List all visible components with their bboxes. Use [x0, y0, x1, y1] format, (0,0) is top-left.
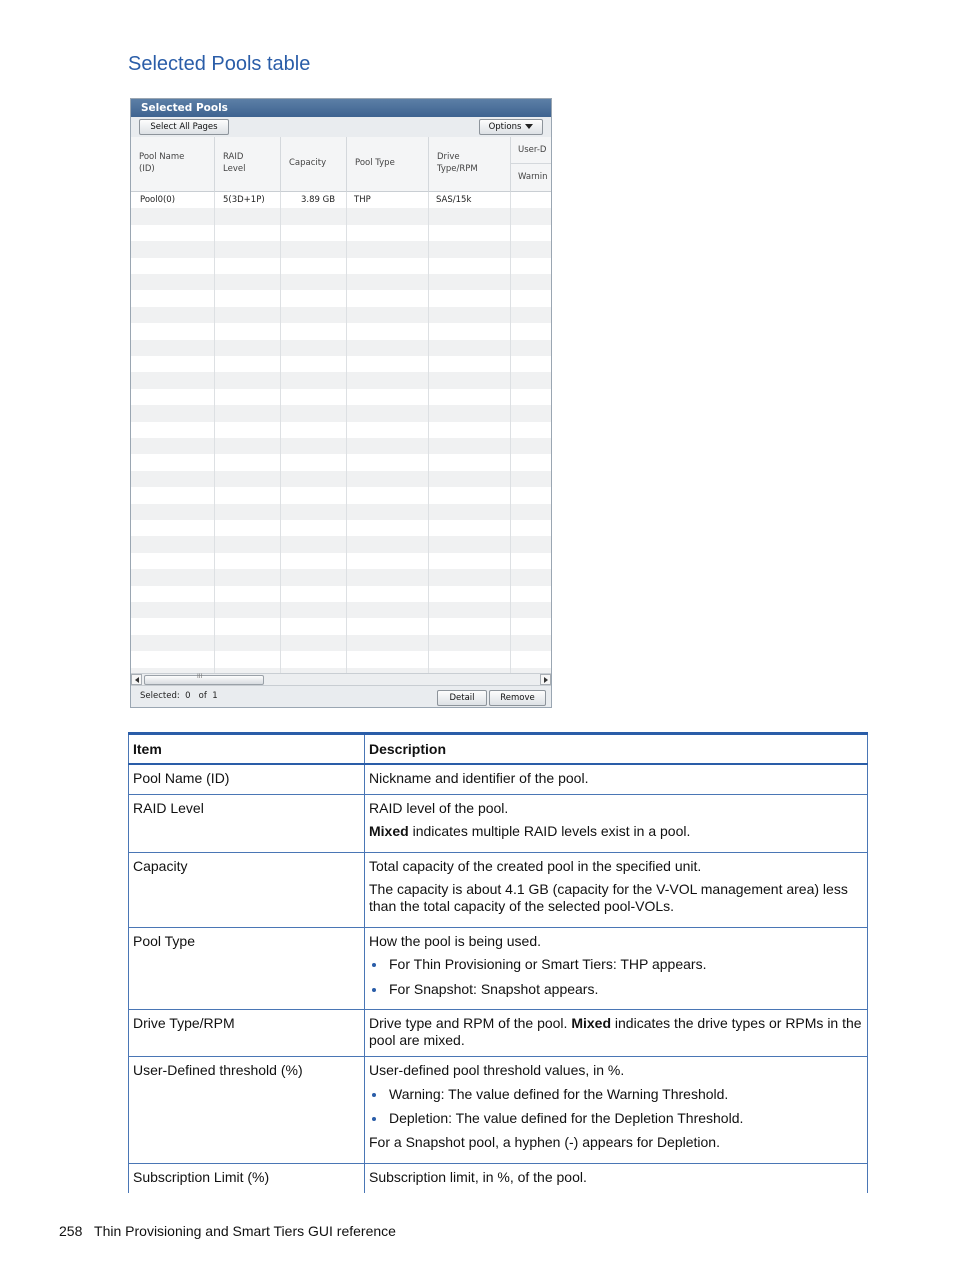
table-border — [128, 735, 129, 1193]
desc-snapshot-hyphen: For a Snapshot pool, a hyphen (-) appears for Depletion. — [369, 1134, 720, 1150]
table-row[interactable] — [131, 586, 551, 602]
desc-capacity-note: The capacity is about 4.1 GB (capacity for the V-VOL management area) less — [369, 881, 848, 897]
table-row[interactable] — [131, 569, 551, 585]
item-drive-type: Drive Type/RPM — [133, 1015, 235, 1031]
table-row[interactable] — [131, 618, 551, 634]
bullet-icon — [372, 1093, 376, 1097]
table-row[interactable] — [131, 602, 551, 618]
header-item: Item — [133, 741, 162, 757]
desc-raid-level: RAID level of the pool. — [369, 800, 509, 816]
table-row[interactable] — [131, 258, 551, 274]
table-row[interactable] — [131, 405, 551, 421]
desc-warning: Warning: The value defined for the Warning Threshold. — [389, 1086, 729, 1102]
desc-drive-type-cont: pool are mixed. — [369, 1032, 465, 1048]
table-row[interactable] — [131, 471, 551, 487]
column-header-raid-level[interactable]: RAID Level — [215, 137, 281, 192]
options-button[interactable] — [479, 119, 543, 135]
panel-title: Selected Pools — [131, 99, 551, 117]
scroll-left-icon[interactable] — [131, 674, 142, 685]
table-row[interactable] — [131, 487, 551, 503]
row-rule — [128, 927, 868, 928]
table-row[interactable] — [131, 536, 551, 552]
desc-pool-name: Nickname and identifier of the pool. — [369, 770, 589, 786]
column-divider — [214, 192, 215, 673]
row-rule — [128, 852, 868, 853]
column-divider — [510, 192, 511, 673]
table-row[interactable] — [131, 225, 551, 241]
column-header-drive-type[interactable]: Drive Type/RPM — [429, 137, 511, 192]
table-row[interactable] — [131, 372, 551, 388]
selection-status: Selected: 0 of 1 — [140, 691, 218, 701]
cell-capacity: 3.89 GB — [301, 195, 336, 205]
table-row[interactable] — [131, 635, 551, 651]
table-row[interactable] — [131, 504, 551, 520]
table-row[interactable] — [131, 356, 551, 372]
section-title: Selected Pools table — [128, 53, 311, 75]
desc-capacity: Total capacity of the created pool in the specified unit. — [369, 858, 702, 874]
desc-pool-type-snapshot: For Snapshot: Snapshot appears. — [389, 981, 599, 997]
page-number: 258 — [59, 1223, 83, 1239]
item-pool-type: Pool Type — [133, 933, 196, 949]
row-rule — [128, 794, 868, 795]
desc-subscription-limit: Subscription limit, in %, of the pool. — [369, 1169, 587, 1185]
table-row[interactable] — [131, 307, 551, 323]
table-row[interactable] — [131, 438, 551, 454]
item-pool-name: Pool Name (ID) — [133, 770, 230, 786]
row-rule — [128, 1163, 868, 1164]
item-user-defined-threshold: User-Defined threshold (%) — [133, 1062, 303, 1078]
cell-pool-type: THP — [354, 195, 371, 205]
cell-drive-type: SAS/15k — [436, 195, 472, 205]
table-row[interactable] — [131, 290, 551, 306]
bullet-icon — [372, 988, 376, 992]
table-row[interactable] — [131, 340, 551, 356]
table-row[interactable] — [131, 192, 551, 208]
table-row[interactable] — [131, 520, 551, 536]
table-row[interactable] — [131, 323, 551, 339]
header-description: Description — [369, 741, 447, 757]
chevron-down-icon — [525, 124, 533, 129]
column-header-capacity[interactable]: Capacity — [281, 137, 347, 192]
item-raid-level: RAID Level — [133, 800, 204, 816]
table-row[interactable] — [131, 208, 551, 224]
table-row[interactable] — [131, 274, 551, 290]
desc-raid-level-mixed: Mixed indicates multiple RAID levels exist in a pool. — [369, 823, 691, 839]
desc-drive-type: Drive type and RPM of the pool. Mixed indicates the drive types or RPMs in the — [369, 1015, 862, 1031]
page-footer — [59, 1223, 396, 1239]
item-subscription-limit: Subscription Limit (%) — [133, 1169, 270, 1185]
cell-pool-name: Pool0(0) — [140, 195, 176, 205]
column-divider — [428, 192, 429, 673]
column-header-pool-name[interactable]: Pool Name (ID) — [131, 137, 215, 192]
table-row[interactable] — [131, 241, 551, 257]
table-row[interactable] — [131, 422, 551, 438]
table-border — [364, 735, 365, 1193]
column-header-warning: Warnin — [518, 172, 548, 182]
panel-footer — [131, 685, 551, 708]
panel-toolbar — [131, 117, 551, 138]
row-rule — [128, 1056, 868, 1057]
options-label: Options — [488, 122, 522, 132]
header-rule — [128, 763, 868, 765]
selected-pools-panel — [130, 98, 552, 708]
table-row[interactable] — [131, 454, 551, 470]
table-top-rule — [128, 732, 868, 735]
column-header-user-defined-threshold[interactable] — [511, 137, 551, 192]
cell-raid-level: 5(3D+1P) — [223, 195, 265, 205]
row-rule — [128, 1009, 868, 1010]
table-row[interactable] — [131, 651, 551, 667]
table-border — [867, 735, 868, 1193]
scrollbar-thumb[interactable] — [144, 675, 264, 685]
table-row[interactable] — [131, 553, 551, 569]
item-capacity: Capacity — [133, 858, 188, 874]
desc-capacity-note-cont: than the total capacity of the selected pool-VOLs. — [369, 898, 675, 914]
bullet-icon — [372, 963, 376, 967]
column-divider — [280, 192, 281, 673]
bullet-icon — [372, 1117, 376, 1121]
table-row[interactable] — [131, 389, 551, 405]
pools-grid — [131, 137, 551, 673]
column-header-pool-type[interactable]: Pool Type — [347, 137, 429, 192]
remove-button[interactable]: Remove — [489, 690, 546, 706]
column-divider — [346, 192, 347, 673]
desc-pool-type: How the pool is being used. — [369, 933, 541, 949]
desc-pool-type-thp: For Thin Provisioning or Smart Tiers: THP appears. — [389, 956, 707, 972]
select-all-pages-button[interactable]: Select All Pages — [139, 119, 229, 135]
column-header-user-defined: User-D — [511, 137, 551, 164]
scroll-right-icon[interactable] — [540, 674, 551, 685]
detail-button[interactable]: Detail — [437, 690, 487, 706]
horizontal-scrollbar[interactable] — [131, 673, 551, 685]
running-title: Thin Provisioning and Smart Tiers GUI reference — [94, 1223, 396, 1239]
desc-user-defined-threshold: User-defined pool threshold values, in %. — [369, 1062, 625, 1078]
desc-depletion: Depletion: The value defined for the Depletion Threshold. — [389, 1110, 744, 1126]
